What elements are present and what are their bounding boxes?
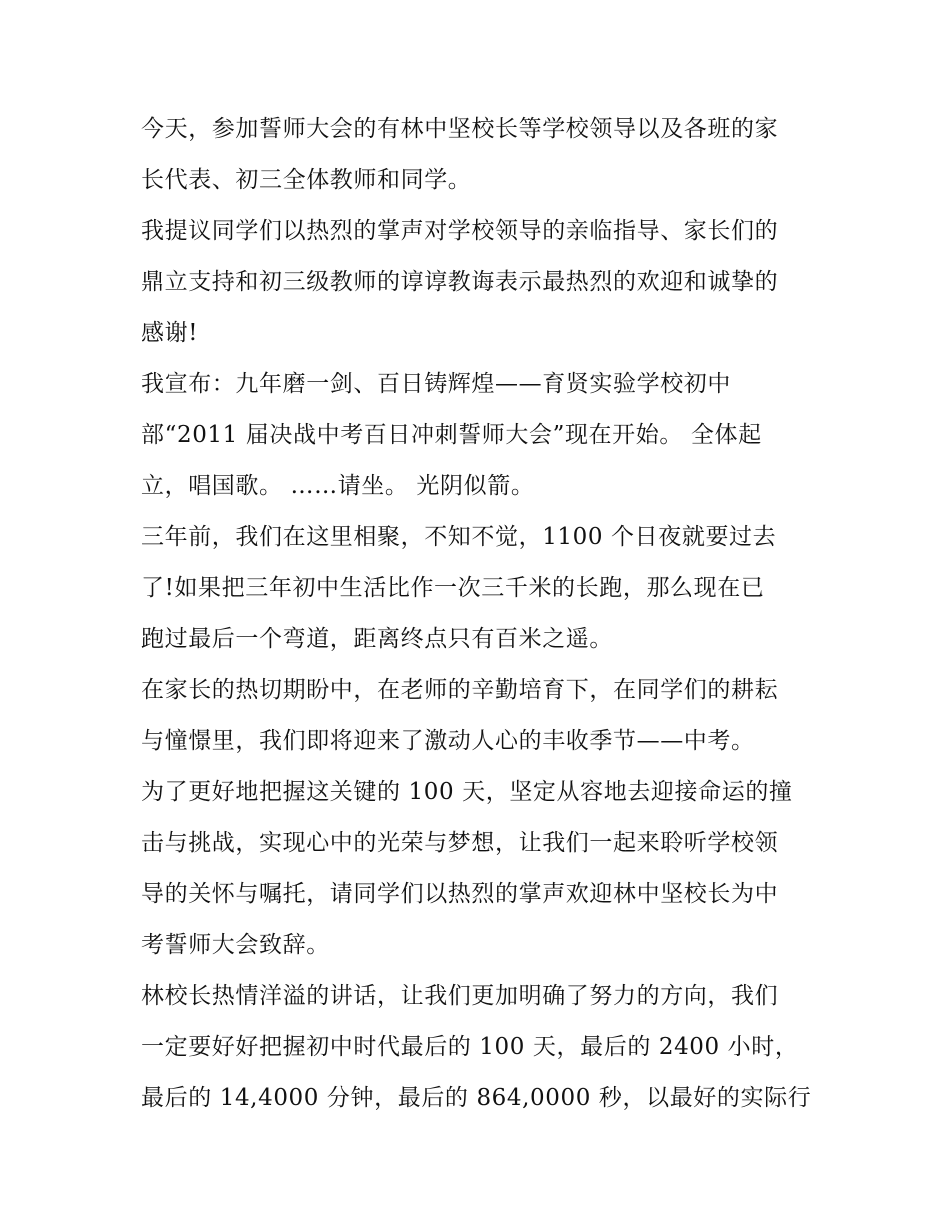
- text-line: 林校长热情洋溢的讲话，让我们更加明确了努力的方向，我们: [141, 983, 779, 1009]
- text-line: 击与挑战，实现心中的光荣与梦想，让我们一起来聆听学校领: [141, 830, 779, 856]
- text-line: 在家长的热切期盼中，在老师的辛勤培育下，在同学们的耕耘: [141, 677, 779, 703]
- text-line: 部“2011 届决战中考百日冲刺誓师大会”现在开始。 全体起: [141, 422, 762, 448]
- text-line: 最后的 14,4000 分钟，最后的 864,0000 秒，以最好的实际行: [141, 1085, 812, 1111]
- text-line: 感谢!: [141, 320, 199, 346]
- text-line: 今天，参加誓师大会的有林中坚校长等学校领导以及各班的家: [141, 116, 779, 142]
- text-line: 导的关怀与嘱托，请同学们以热烈的掌声欢迎林中坚校长为中: [141, 881, 779, 907]
- text-line: 三年前，我们在这里相聚，不知不觉，1100 个日夜就要过去: [141, 524, 777, 550]
- text-line: 长代表、初三全体教师和同学。: [141, 167, 472, 193]
- text-line: 为了更好地把握这关键的 100 天，坚定从容地去迎接命运的撞: [141, 779, 793, 805]
- text-line: 立，唱国歌。 ……请坐。 光阴似箭。: [141, 473, 535, 499]
- text-line: 考誓师大会致辞。: [141, 932, 330, 958]
- text-line: 跑过最后一个弯道，距离终点只有百米之遥。: [141, 626, 613, 652]
- document-body: [141, 104, 821, 1124]
- text-line: 鼎立支持和初三级教师的谆谆教诲表示最热烈的欢迎和诚挚的: [141, 269, 779, 295]
- text-line: 我宣布：九年磨一剑、百日铸辉煌——育贤实验学校初中: [141, 371, 731, 397]
- text-line: 我提议同学们以热烈的掌声对学校领导的亲临指导、家长们的: [141, 218, 779, 244]
- text-line: 与憧憬里，我们即将迎来了激动人心的丰收季节——中考。: [141, 728, 755, 754]
- text-line: 一定要好好把握初中时代最后的 100 天，最后的 2400 小时，: [141, 1034, 799, 1060]
- text-line: 了!如果把三年初中生活比作一次三千米的长跑，那么现在已: [141, 575, 765, 601]
